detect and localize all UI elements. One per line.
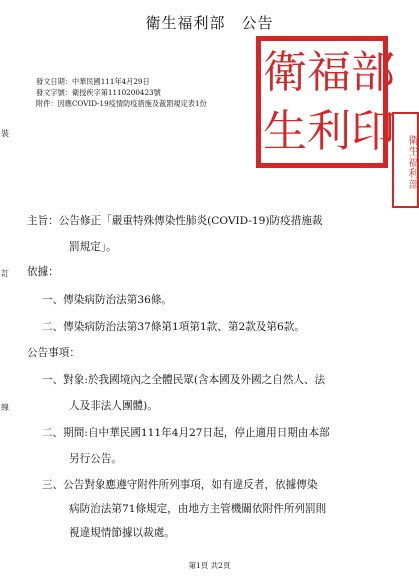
seal-char: 印 [351,105,395,157]
document-title: 衛生福利部 公告 [145,14,274,32]
seal-char: 衛 [263,46,307,98]
attachment-note: 附件：因應COVID-19疫情防疫措施及裁罰規定表1份 [36,99,207,108]
notice-item-2-line-2: 另行公告。 [69,453,122,465]
signature-stamp: 衛生福利部 [392,112,419,208]
notice-item-3-line-3: 視違規情節據以裁處。 [69,527,175,539]
notice-item-1-line-1: 一、對象:於我國境內之全體民眾(含本國及外國之自然人、法 [42,374,326,386]
subject-line-1: 主旨：公告修正「嚴重特殊傳染性肺炎(COVID-19)防疫措施裁 [27,215,323,227]
seal-char: 部 [351,46,395,98]
binding-mark: 線 [1,403,9,412]
subject-line-2: 罰規定」。 [69,241,117,253]
document-number: 發文字號：衛授疾字第1110200423號 [36,88,161,97]
seal-char: 生 [263,105,307,157]
basis-heading: 依據： [27,266,59,278]
notice-heading: 公告事項： [27,347,80,359]
notice-item-3-line-1: 三、公告對象應遵守附件所列事項，如有違反者，依據傳染 [42,479,318,491]
binding-mark: 裝 [1,129,9,138]
issue-date: 發文日期：中華民國111年4月29日 [36,77,150,86]
official-seal [256,36,395,168]
binding-mark: 訂 [1,269,9,278]
seal-char: 福 [307,46,351,98]
basis-item: 二、傳染病防治法第37條第1項第1款、第2款及第6款。 [42,321,305,333]
notice-item-2-line-1: 二、期間:自中華民國111年4月27日起，停止適用日期由本部 [42,427,330,439]
notice-item-3-line-2: 病防治法第71條規定，由地方主管機關依附件所列罰則 [69,503,327,515]
seal-char: 利 [307,105,351,157]
basis-item: 一、傳染病防治法第36條。 [42,294,173,306]
notice-item-1-line-2: 人及非法人團體)。 [69,400,158,412]
page-number: 第1頁 共2頁 [188,561,231,570]
